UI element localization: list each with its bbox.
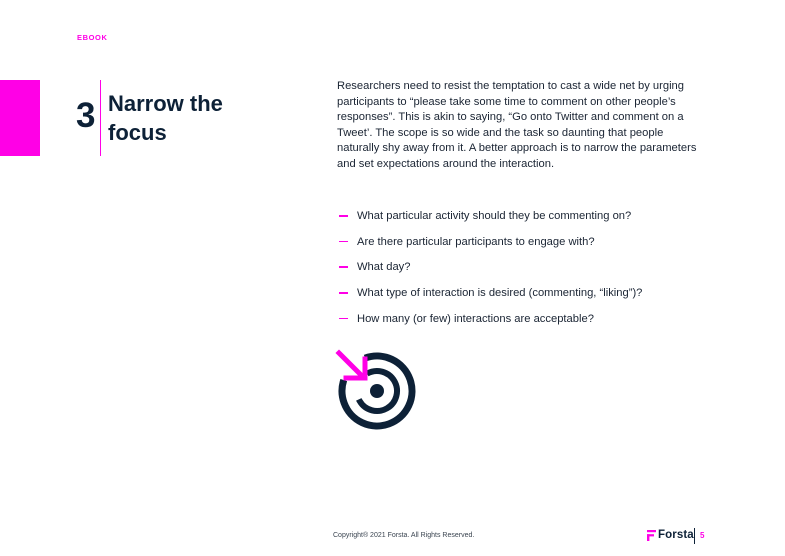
list-item-text: What particular activity should they be commenting on? [357,209,632,222]
dash-icon [339,292,348,294]
brand-logo [647,529,694,541]
dash-icon [339,241,348,243]
list-item [337,203,737,229]
list-item [337,306,737,332]
footer-divider [694,528,695,544]
accent-bar [0,80,40,156]
list-item-text: What day? [357,261,411,274]
list-item [337,280,737,306]
forsta-mark-icon [647,530,656,541]
bullet-list [337,203,737,331]
page-number: 5 [700,531,705,540]
target-arrow-icon [333,347,419,433]
list-item-text: What type of interaction is desired (commenting, “liking”)? [357,286,643,299]
section-divider [100,80,101,156]
section-number: 3 [76,96,96,135]
copyright-text: Copyright® 2021 Forsta. All Rights Reserved. [333,532,475,539]
list-item [337,254,737,280]
list-item [337,229,737,255]
document-label: EBOOK [77,33,108,42]
dash-icon [339,266,348,268]
brand-name: Forsta [658,529,694,541]
section-title: Narrow the focus [108,91,223,145]
dash-icon [339,318,348,320]
list-item-text: Are there particular participants to engage with? [357,235,595,248]
body-paragraph: Researchers need to resist the temptation to cast a wide net by urging participants to “please take some time to comment on other people’s responses”. This is akin to saying, “Go onto Twitter and comment on a Tweet’. The scope is so wide and the task so daunting that people naturally shy away from it. A better approach is to narrow the parameters and set expectations around the interaction. [337,80,697,170]
dash-icon [339,215,348,217]
list-item-text: How many (or few) interactions are acceptable? [357,312,594,325]
